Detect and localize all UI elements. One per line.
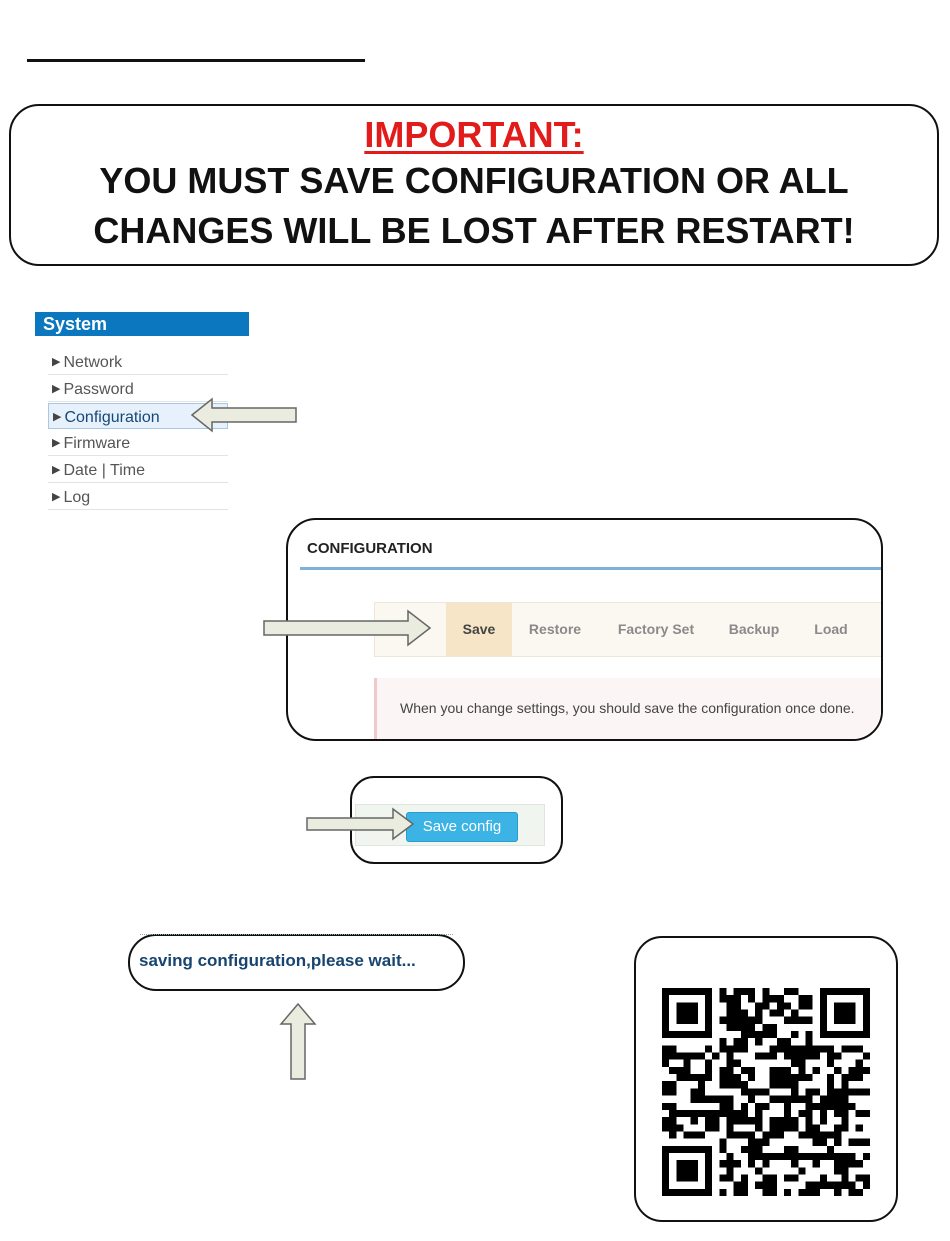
right-triangle-icon: ▶ xyxy=(52,464,61,476)
save-info-notice xyxy=(374,678,883,741)
sidebar-item-network[interactable] xyxy=(48,349,228,375)
tab-factory-set[interactable]: Factory Set xyxy=(617,621,695,637)
status-divider xyxy=(140,934,453,935)
qr-code-icon xyxy=(662,988,870,1196)
saving-status-text: saving configuration,please wait... xyxy=(139,951,416,970)
sidebar-item-label: Configuration xyxy=(64,409,160,426)
tab-backup[interactable]: Backup xyxy=(728,621,780,637)
tab-restore[interactable]: Restore xyxy=(528,621,582,637)
sidebar-item-date-time[interactable] xyxy=(48,457,228,483)
saving-status-box xyxy=(128,934,465,991)
important-notice xyxy=(9,104,939,266)
arrow-right-icon xyxy=(305,806,417,842)
important-line-2: CHANGES WILL BE LOST AFTER RESTART! xyxy=(93,210,855,251)
save-info-text: When you change settings, you should save the configuration once done. xyxy=(400,700,855,716)
sidebar-item-firmware[interactable] xyxy=(48,430,228,456)
sidebar-item-label: Date | Time xyxy=(63,462,145,479)
right-triangle-icon: ▶ xyxy=(52,356,61,368)
configuration-title: CONFIGURATION xyxy=(307,540,433,557)
arrow-right-icon xyxy=(262,608,434,648)
configuration-divider xyxy=(300,567,883,570)
configuration-tabbar xyxy=(374,602,883,657)
sidebar-item-label: Firmware xyxy=(63,435,131,452)
important-line-1: YOU MUST SAVE CONFIGURATION OR ALL xyxy=(99,160,849,201)
right-triangle-icon: ▶ xyxy=(52,437,61,449)
right-triangle-icon: ▶ xyxy=(53,411,62,423)
sidebar-item-label: Network xyxy=(63,354,123,371)
system-menu-header: System xyxy=(35,312,249,336)
right-triangle-icon: ▶ xyxy=(52,491,61,503)
sidebar-item-log[interactable] xyxy=(48,484,228,510)
tab-load[interactable]: Load xyxy=(814,621,848,637)
sidebar-item-label: Password xyxy=(63,381,134,398)
header-rule xyxy=(27,59,365,62)
qr-code-panel xyxy=(634,936,898,1222)
right-triangle-icon: ▶ xyxy=(52,383,61,395)
arrow-up-icon xyxy=(278,1002,318,1082)
sidebar-item-label: Log xyxy=(63,489,91,506)
tab-save[interactable]: Save xyxy=(446,603,512,656)
important-title: IMPORTANT: xyxy=(364,114,584,155)
save-config-button[interactable]: Save config xyxy=(406,812,518,842)
arrow-left-icon xyxy=(190,397,300,433)
